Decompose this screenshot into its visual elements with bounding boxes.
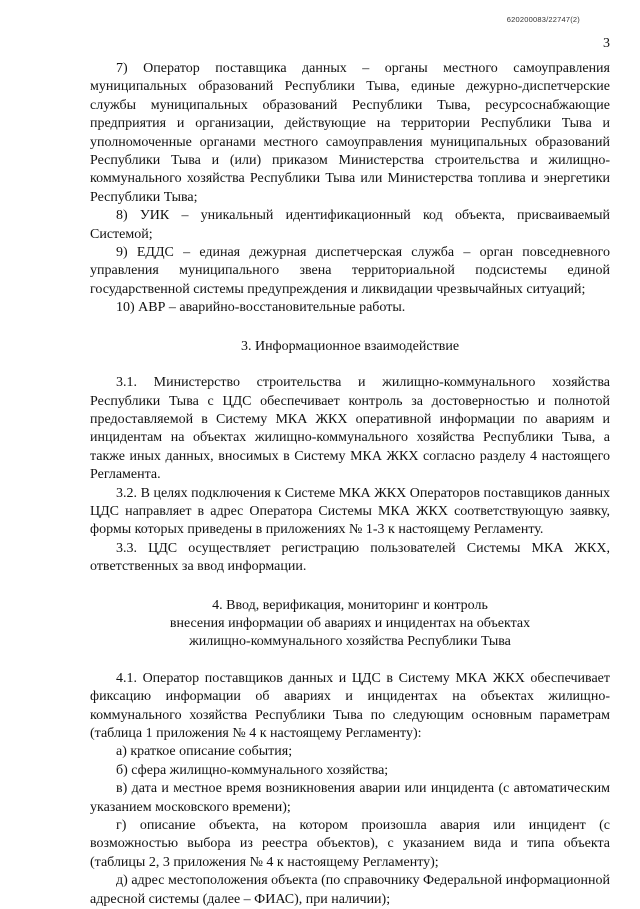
clause-3-2: 3.2. В целях подключения к Системе МКА ЖКХ Операторов поставщиков данных ЦДС направляет в адрес Оператора Системы МКА ЖКХ соответствующую заявку, формы которых приведены в приложениях № 1-3 к настоящему Регламенту. [90,485,610,538]
list-item-g: г) описание объекта, на котором произошла авария или инцидент (с возможностью выбора из реестра объектов), с указанием вида и типа объекта (таблицы 2, 3 приложения № 4 к настоящему Регламенту); [90,818,610,870]
document-registration-code: 620200083/22747(2) [506,15,580,24]
document-body [90,60,610,909]
definition-7: 7) Оператор поставщика данных – органы местного самоуправления муниципальных образований Республики Тыва, единые дежурно-диспетчерские службы муниципальных образований Республики Тыва, ресурсоснабжающие предприятия и организации, действующие на территории Республики Тыва и уполномоченные органами местного самоуправления муниципальных образований Республики Тыва и (или) приказом Министерства строительства и жилищно-коммунального хозяйства Республики Тыва или Министерства топлива и энергетики Республики Тыва; [90,61,610,205]
list-item-v: в) дата и местное время возникновения аварии или инцидента (с автоматическим указанием московского времени); [90,781,610,815]
section-4-title-line-1: 4. Ввод, верификация, мониторинг и контроль [212,597,488,613]
clause-4-1: 4.1. Оператор поставщиков данных и ЦДС в Систему МКА ЖКХ обеспечивает фиксацию информации об авариях и инцидентах на объектах жилищно-коммунального хозяйства Республики Тыва по следующим основным параметрам (таблица 1 приложения № 4 к настоящему Регламенту): [90,670,610,741]
list-item-b: б) сфера жилищно-коммунального хозяйства; [116,762,389,778]
section-4-title-line-3: жилищно-коммунального хозяйства Республики Тыва [189,634,511,650]
page-number: 3 [603,36,610,51]
definition-10: 10) АВР – аварийно-восстановительные работы. [116,300,406,316]
list-item-d: д) адрес местоположения объекта (по справочнику Федеральной информационной адресной системы (далее – ФИАС), при наличии); [90,873,610,907]
section-4-title-line-2: внесения информации об авариях и инцидентах на объектах [169,615,531,631]
clause-3-3: 3.3. ЦДС осуществляет регистрацию пользователей Системы МКА ЖКХ, ответственных за ввод информации. [90,540,610,575]
definition-8: 8) УИК – уникальный идентификационный код объекта, присваиваемый Системой; [90,208,610,242]
clause-3-1: 3.1. Министерство строительства и жилищно-коммунального хозяйства Республики Тыва с ЦДС обеспечивает контроль за достоверностью и полнотой предоставляемой в Систему МКА ЖКХ оперативной информации по авариям и инцидентам на объектах жилищно-коммунального хозяйства Республики Тыва, а также иных данных, вносимых в Систему МКА ЖКХ согласно разделу 4 настоящего Регламента. [90,375,610,483]
section-3-title: 3. Информационное взаимодействие [240,338,460,354]
definition-9: 9) ЕДДС – единая дежурная диспетчерская служба – орган повседневного управления муниципального звена территориальной подсистемы единой государственной системы предупреждения и ликвидации чрезвычайных ситуаций; [90,245,610,297]
list-item-a: а) краткое описание события; [116,744,293,760]
